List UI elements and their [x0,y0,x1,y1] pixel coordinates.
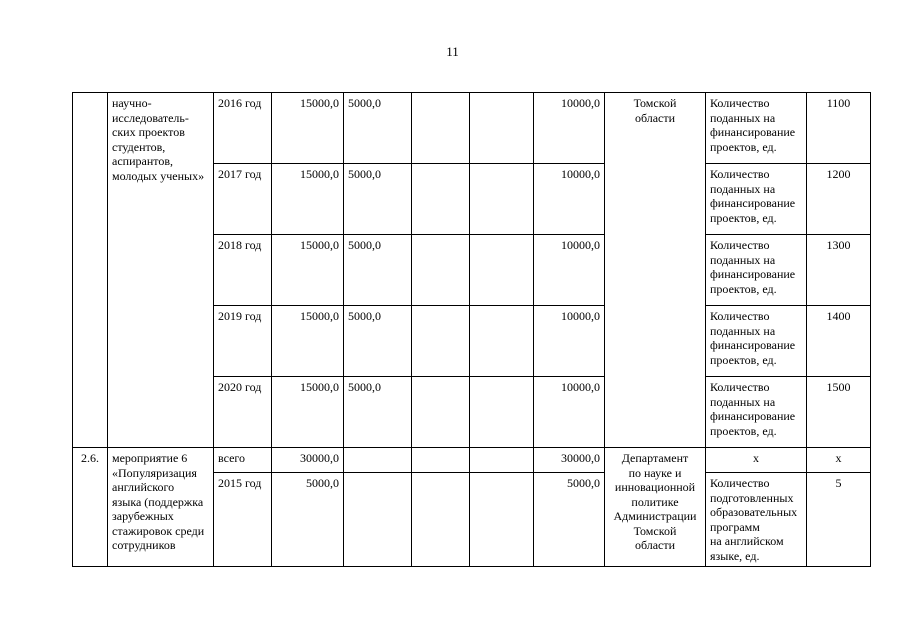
executor-cell: Департамент по науке и инновационной политике Администрации Томской области [605,448,706,567]
local-cell [470,306,534,377]
regional-cell [412,448,470,473]
total-cell: 15000,0 [272,93,344,164]
regional-cell [412,473,470,567]
number-cell: 2.6. [73,448,108,567]
federal-cell [344,473,412,567]
event-name-cell: мероприятие 6 «Популяризация английского языка (поддержка зарубежных стажировок среди сотрудников [108,448,214,567]
other-cell: 10000,0 [534,235,605,306]
event-name-cell: научно- исследователь- ских проектов студентов, аспирантов, молодых ученых» [108,93,214,448]
year-cell: 2018 год [214,235,272,306]
regional-cell [412,377,470,448]
indicator-cell: Количество поданных на финансирование проектов, ед. [706,93,807,164]
regional-cell [412,306,470,377]
indicator-cell: Количество поданных на финансирование проектов, ед. [706,235,807,306]
federal-cell: 5000,0 [344,235,412,306]
indicator-cell: Количество поданных на финансирование проектов, ед. [706,306,807,377]
local-cell [470,473,534,567]
other-cell: 5000,0 [534,473,605,567]
indicator-cell: x [706,448,807,473]
total-cell: 30000,0 [272,448,344,473]
other-cell: 10000,0 [534,377,605,448]
local-cell [470,93,534,164]
total-cell: 5000,0 [272,473,344,567]
total-cell: 15000,0 [272,164,344,235]
federal-cell: 5000,0 [344,377,412,448]
local-cell [470,448,534,473]
indicator-cell: Количество поданных на финансирование проектов, ед. [706,164,807,235]
table-row [73,448,871,473]
year-cell: 2019 год [214,306,272,377]
indicator-value-cell: 1400 [807,306,871,377]
executor-cell: Томской области [605,93,706,448]
indicator-cell: Количество подготовленных образовательных программ на английском языке, ед. [706,473,807,567]
total-cell: 15000,0 [272,235,344,306]
year-cell: 2015 год [214,473,272,567]
year-cell: 2020 год [214,377,272,448]
indicator-value-cell: x [807,448,871,473]
federal-cell: 5000,0 [344,164,412,235]
local-cell [470,377,534,448]
page-number: 11 [446,44,459,59]
other-cell: 30000,0 [534,448,605,473]
other-cell: 10000,0 [534,164,605,235]
year-cell: 2017 год [214,164,272,235]
other-cell: 10000,0 [534,306,605,377]
year-cell: всего [214,448,272,473]
regional-cell [412,93,470,164]
year-cell: 2016 год [214,93,272,164]
number-cell [73,93,108,448]
indicator-value-cell: 1500 [807,377,871,448]
federal-cell: 5000,0 [344,93,412,164]
total-cell: 15000,0 [272,306,344,377]
indicator-value-cell: 1200 [807,164,871,235]
total-cell: 15000,0 [272,377,344,448]
indicator-value-cell: 1300 [807,235,871,306]
table-row [73,93,871,164]
other-cell: 10000,0 [534,93,605,164]
program-table [72,92,871,567]
regional-cell [412,235,470,306]
table-body [73,93,871,567]
federal-cell [344,448,412,473]
indicator-cell: Количество поданных на финансирование проектов, ед. [706,377,807,448]
regional-cell [412,164,470,235]
local-cell [470,235,534,306]
indicator-value-cell: 5 [807,473,871,567]
local-cell [470,164,534,235]
indicator-value-cell: 1100 [807,93,871,164]
federal-cell: 5000,0 [344,306,412,377]
